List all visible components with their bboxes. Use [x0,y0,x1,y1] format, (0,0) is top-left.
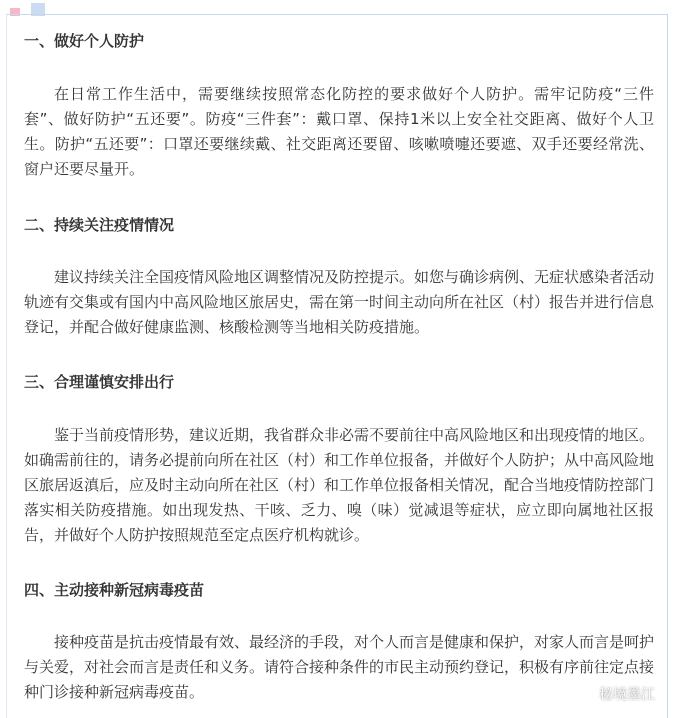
watermark-text: 秘境墨江 [599,687,655,703]
section-paragraph-4: 接种疫苗是抗击疫情最有效、最经济的手段，对个人而言是健康和保护，对家人而言是呵护与关爱，对社会而言是责任和义务。请符合接种条件的市民主动预约登记，积极有序前往定点接种门诊接种新冠病毒疫苗。 [24,633,655,701]
section-heading-2: 二、持续关注疫情情况 [24,216,175,234]
section-heading-4: 四、主动接种新冠病毒疫苗 [24,581,205,599]
section-heading-3: 三、合理谨慎安排出行 [24,373,175,391]
section-paragraph-1: 在日常工作生活中，需要继续按照常态化防控的要求做好个人防护。需牢记防疫“三件套”、做好防护“五还要”。防疫“三件套”：戴口罩、保持1米以上安全社交距离、做好个人卫生。防护“五还要”：口罩还要继续戴、社交距离还要留、咳嗽喷嚏还要遮、双手还要经常洗、窗户还要尽量开。 [24,85,654,178]
section-heading-1: 一、做好个人防护 [24,32,145,50]
watermark [571,684,655,704]
wechat-icon [571,685,593,703]
article-body [24,26,654,705]
section-paragraph-2: 建议持续关注全国疫情风险地区调整情况及防控提示。如您与确诊病例、无症状感染者活动轨迹有交集或有国内中高风险地区旅居史，需在第一时间主动向所在社区（村）报告并进行信息登记，并配合做好健康监测、核酸检测等当地相关防疫措施。 [24,268,655,336]
section-paragraph-3: 鉴于当前疫情形势，建议近期，我省群众非必需不要前往中高风险地区和出现疫情的地区。如确需前往的，请务必提前向所在社区（村）和工作单位报备，并做好个人防护；从中高风险地区旅居返滇后，应及时主动向所在社区（村）和工作单位报备相关情况，配合当地疫情防控部门落实相关防疫措施。如出现发热、干咳、乏力、嗅（味）觉减退等症状，应立即向属地社区报告，并做好个人防护按照规范至定点医疗机构就诊。 [24,426,655,544]
